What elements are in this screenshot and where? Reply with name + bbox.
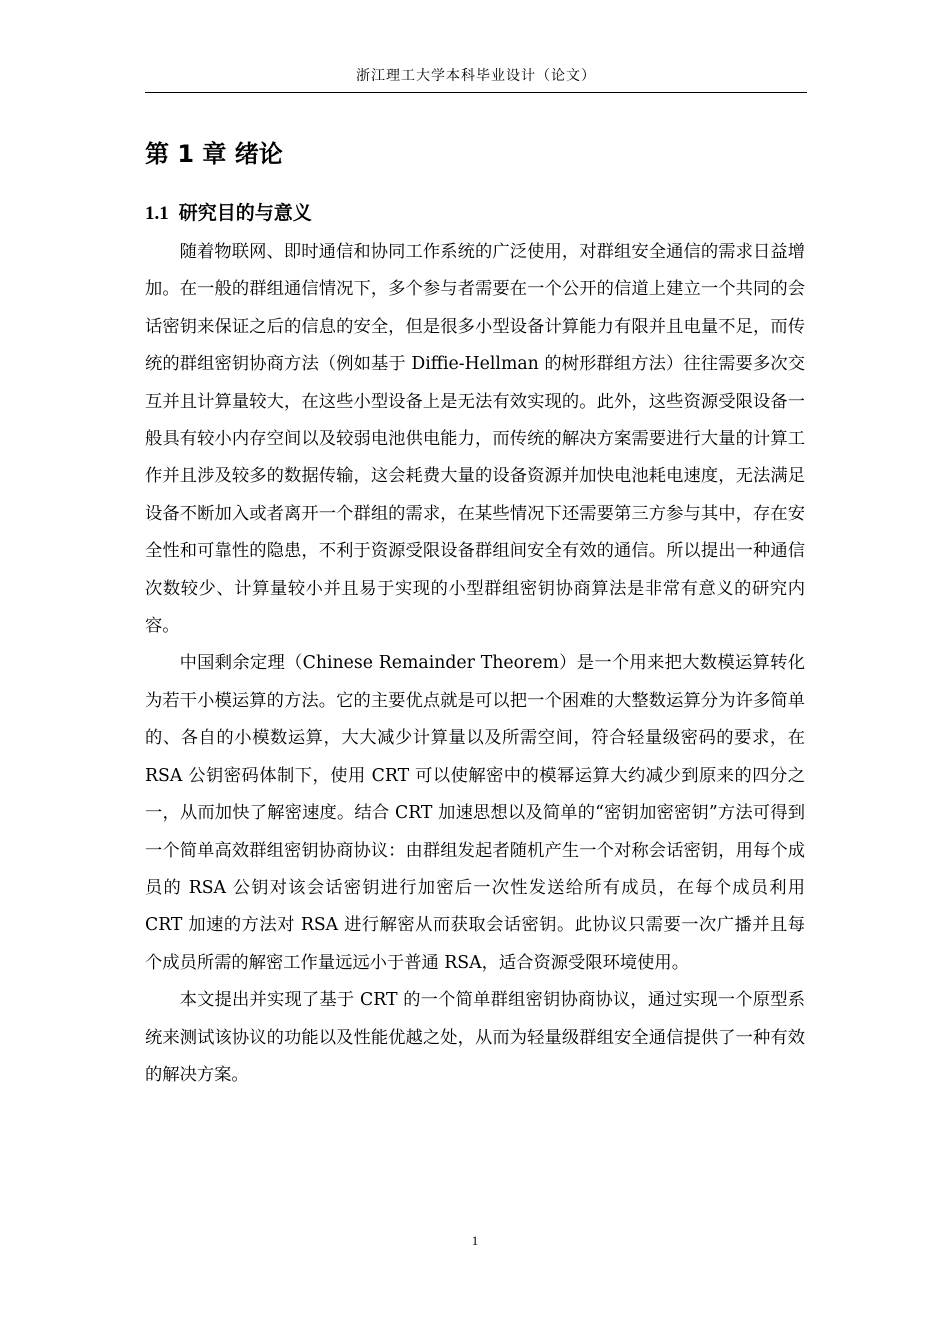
running-header: 浙江理工大学本科毕业设计（论文）	[145, 64, 807, 93]
paragraph-2: 中国剩余定理（Chinese Remainder Theorem）是一个用来把大数模运算转化为若干小模运算的方法。它的主要优点就是可以把一个困难的大整数运算分为许多简单的、各自的小模数运算，大大减少计算量以及所需空间，符合轻量级密码的要求，在 RSA 公钥密码体制下，使用 CRT 可以使解密中的模幂运算大约减少到原来的四分之一，从而加快了解密速度。结合 CRT 加速思想以及简单的“密钥加密密钥”方法可得到一个简单高效群组密钥协商协议：由群组发起者随机产生一个对称会话密钥，用每个成员的 RSA 公钥对该会话密钥进行加密后一次性发送给所有成员，在每个成员利用 CRT 加速的方法对 RSA 进行解密从而获取会话密钥。此协议只需要一次广播并且每个成员所需的解密工作量远远小于普通 RSA，适合资源受限环境使用。	[145, 653, 805, 973]
paragraph-1: 随着物联网、即时通信和协同工作系统的广泛使用，对群组安全通信的需求日益增加。在一般的群组通信情况下，多个参与者需要在一个公开的信道上建立一个共同的会话密钥来保证之后的信息的安全，但是很多小型设备计算能力有限并且电量不足，而传统的群组密钥协商方法（例如基于 Diffie-Hellman 的树形群组方法）往往需要多次交互并且计算量较大，在这些小型设备上是无法有效实现的。此外，这些资源受限设备一般具有较小内存空间以及较弱电池供电能力，而传统的解决方案需要进行大量的计算工作并且涉及较多的数据传输，这会耗费大量的设备资源并加快电池耗电速度，无法满足设备不断加入或者离开一个群组的需求，在某些情况下还需要第三方参与其中，存在安全性和可靠性的隐患，不利于资源受限设备群组间安全有效的通信。所以提出一种通信次数较少、计算量较小并且易于实现的小型群组密钥协商算法是非常有意义的研究内容。	[145, 242, 805, 637]
section-title: 研究目的与意义	[178, 202, 312, 224]
page-number: 1	[471, 1233, 479, 1248]
paragraph-3: 本文提出并实现了基于 CRT 的一个简单群组密钥协商协议，通过实现一个原型系统来测试该协议的功能以及性能优越之处，从而为轻量级群组安全通信提供了一种有效的解决方案。	[145, 990, 805, 1085]
chapter-title: 第 1 章 绪论	[145, 140, 283, 168]
section-number: 1.1	[145, 203, 169, 224]
section-heading	[145, 192, 805, 234]
page-body	[145, 130, 805, 1094]
